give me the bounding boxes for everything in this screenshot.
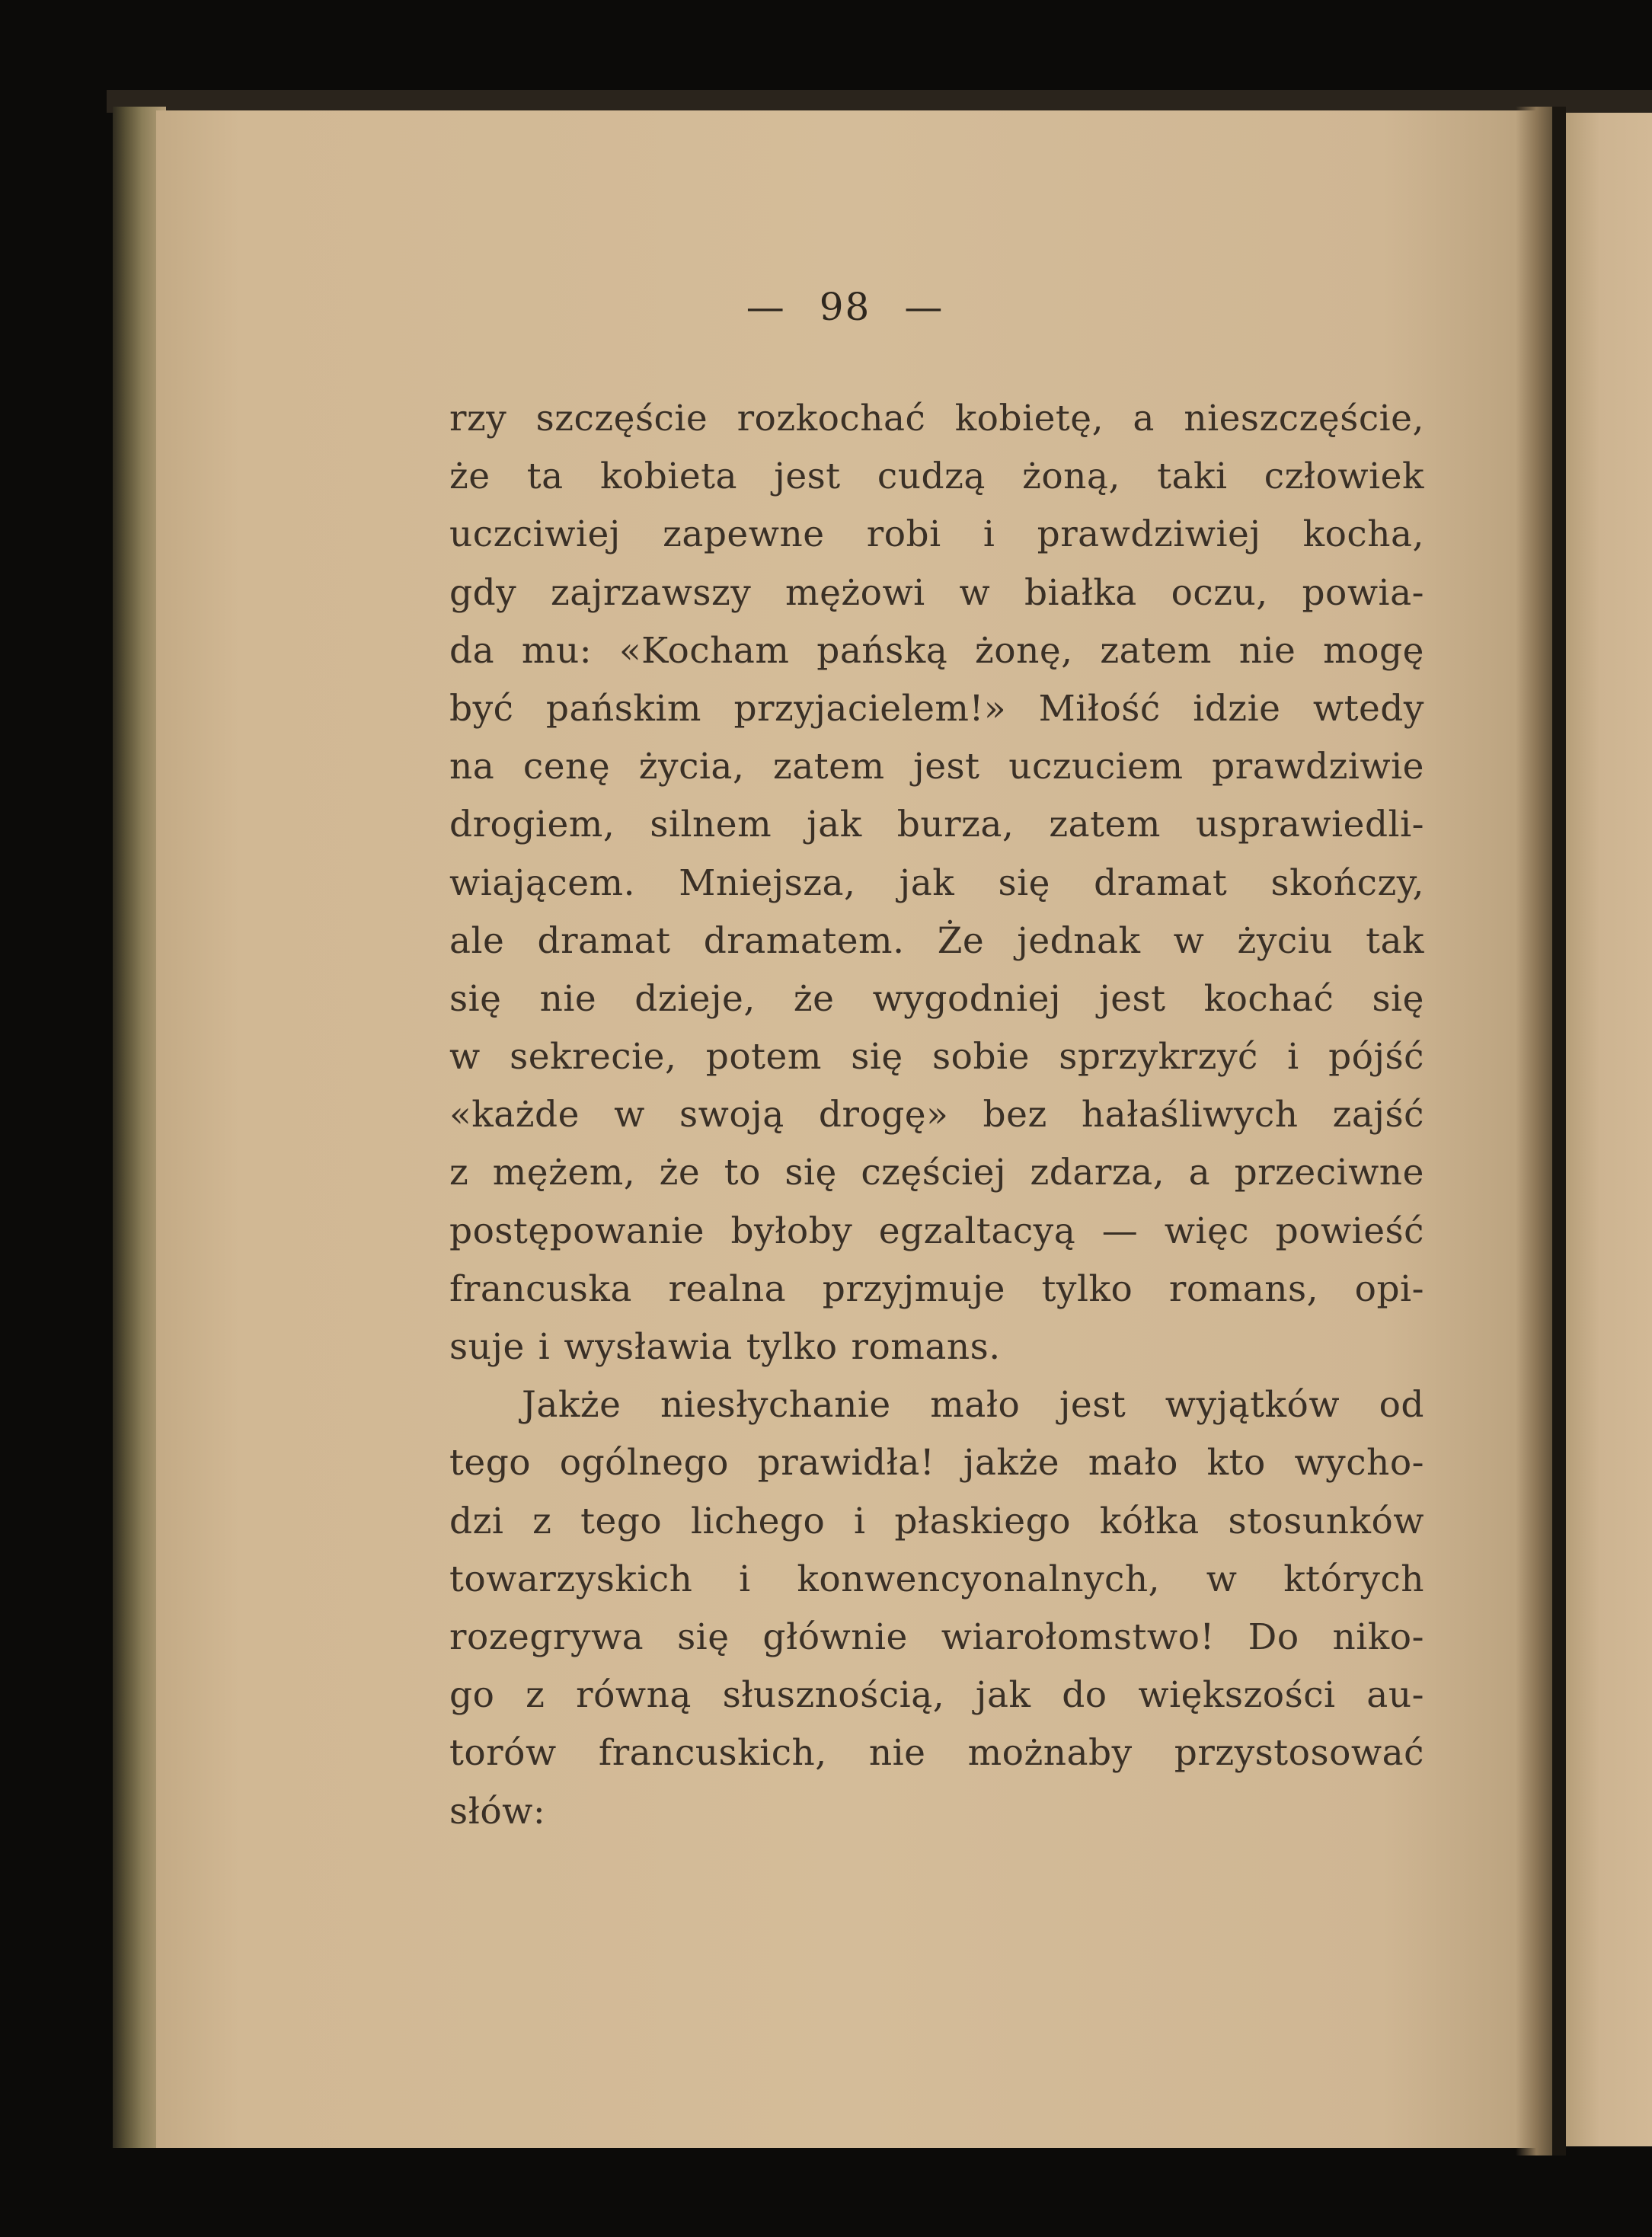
text-line: uczciwiej zapewne robi i prawdziwiej kocha, — [449, 513, 1424, 556]
text-line: suje i wysławia tylko romans. — [449, 1326, 1001, 1368]
book-cover-edge — [107, 90, 1652, 113]
text-line: rozegrywa się głównie wiarołomstwo! Do niko- — [449, 1615, 1424, 1658]
text-line: towarzyskich i konwencyonalnych, w których — [449, 1558, 1424, 1600]
text-line: go z równą słusznością, jak do większości au- — [449, 1674, 1424, 1717]
page-number: 98 — [819, 285, 871, 329]
next-page-edge — [1566, 113, 1652, 2146]
text-line: francuska realna przyjmuje tylko romans, opi- — [449, 1267, 1424, 1310]
text-line: się nie dzieje, że wygodniej jest kochać się — [449, 977, 1424, 1020]
body-text — [449, 390, 1424, 1841]
text-line: postępowanie byłoby egzaltacyą — więc powieść — [449, 1210, 1424, 1252]
text-line: da mu: «Kocham pańską żonę, zatem nie mogę — [449, 629, 1424, 672]
text-line: w sekrecie, potem się sobie sprzykrzyć i pójść — [449, 1036, 1424, 1079]
text-line: rzy szczęście rozkochać kobietę, a nieszczęście, — [449, 398, 1424, 439]
text-line: tego ogólnego prawidła! jakże mało kto wycho- — [449, 1442, 1424, 1484]
dash-left: — — [746, 285, 786, 329]
text-line: dzi z tego lichego i płaskiego kółka stosunków — [449, 1500, 1424, 1542]
text-line: słów: — [449, 1790, 546, 1833]
text-line: być pańskim przyjacielem!» Miłość idzie wtedy — [449, 687, 1424, 730]
text-line: że ta kobieta jest cudzą żoną, taki człowiek — [449, 455, 1424, 498]
text-line: torów francuskich, nie możnaby przystosować — [449, 1732, 1424, 1775]
text-line: z mężem, że to się częściej zdarza, a przeciwne — [449, 1152, 1424, 1194]
text-line: drogiem, silnem jak burza, zatem usprawiedli- — [449, 804, 1424, 846]
dash-right: — — [904, 285, 944, 329]
text-line: ale dramat dramatem. Że jednak w życiu tak — [449, 919, 1424, 962]
text-line: na cenę życia, zatem jest uczuciem prawdziwie — [449, 746, 1424, 788]
page-separator — [1552, 107, 1566, 2156]
text-line: wiającem. Mniejsza, jak się dramat skończy, — [449, 861, 1424, 904]
text-line: Jakże niesłychanie mało jest wyjątków od — [522, 1384, 1424, 1427]
text-line: gdy zajrzawszy mężowi w białka oczu, powia- — [449, 571, 1424, 614]
text-line: «każde w swoją drogę» bez hałaśliwych zajść — [449, 1094, 1424, 1136]
page-number-header — [0, 285, 1652, 329]
